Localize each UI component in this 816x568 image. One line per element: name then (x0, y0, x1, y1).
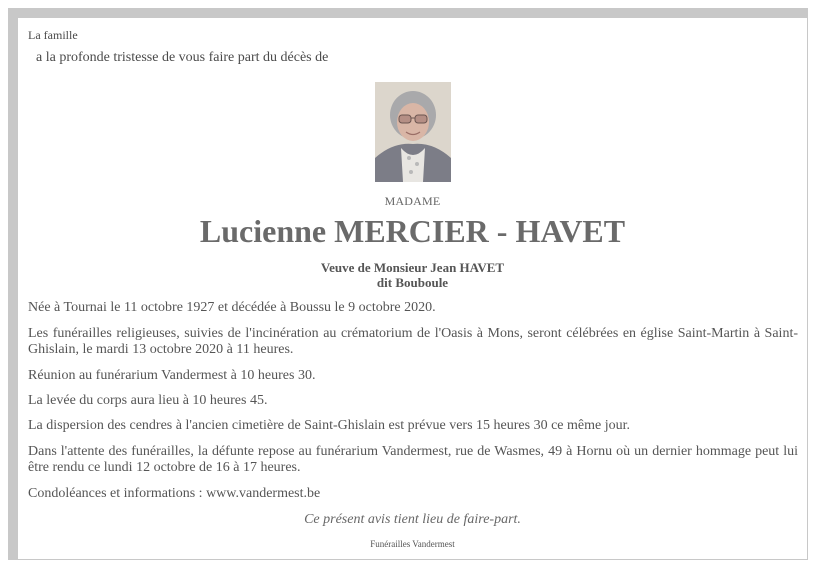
announcement-text: a la profonde tristesse de vous faire part du décès de (36, 50, 329, 65)
funeral-home-footer: Funérailles Vandermest (370, 539, 455, 549)
obituary-sheet (18, 18, 807, 559)
widow-block (18, 260, 807, 290)
ashes-paragraph: La dispersion des cendres à l'ancien cimetière de Saint-Ghislain est prévue vers 15 heures 30 ce même jour. (28, 418, 630, 433)
widow-line: Veuve de Monsieur Jean HAVET (320, 260, 505, 275)
body-removal-paragraph: La levée du corps aura lieu à 10 heures 45. (28, 393, 268, 408)
nickname-line: dit Bouboule (376, 275, 449, 290)
portrait-photo (375, 82, 451, 182)
condolences-paragraph: Condoléances et informations : www.vandermest.be (28, 486, 321, 501)
notice-text: Ce présent avis tient lieu de faire-part. (304, 512, 521, 527)
family-label: La famille (28, 28, 78, 42)
deceased-name: Lucienne MERCIER - HAVET (199, 213, 626, 249)
honorific: MADAME (384, 194, 441, 208)
page-frame (8, 8, 808, 560)
birth-death-paragraph: Née à Tournai le 11 octobre 1927 et décédée à Boussu le 9 octobre 2020. (28, 300, 436, 315)
viewing-paragraph: Dans l'attente des funérailles, la défunte repose au funérarium Vandermest, rue de Wasmes, 49 à Hornu où un dernier hommage peut lui être rendu ce lundi 12 octobre de 16 à 17 heures. (28, 444, 798, 475)
funeral-paragraph: Les funérailles religieuses, suivies de l'incinération au crématorium de l'Oasis à Mons, seront célébrées en église Saint-Martin à Saint-Ghislain, le mardi 13 octobre 2020 à 11 heures. (28, 326, 798, 357)
meeting-paragraph: Réunion au funérarium Vandermest à 10 heures 30. (28, 368, 316, 383)
